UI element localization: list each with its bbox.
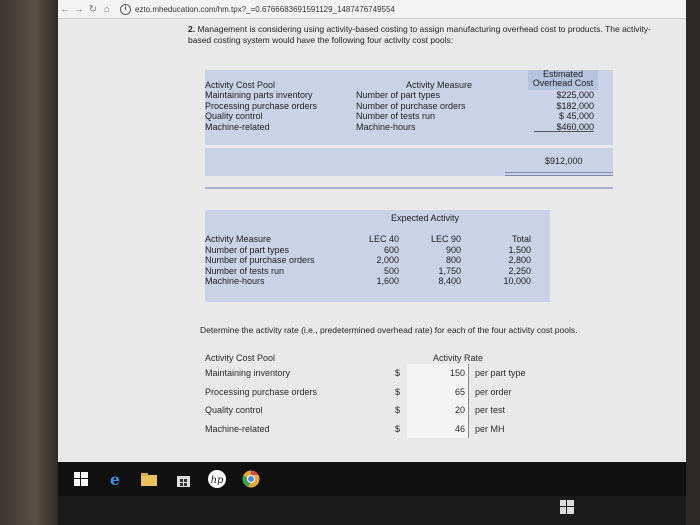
total-cell: 2,800: [508, 255, 531, 265]
currency-symbol: $: [395, 368, 401, 378]
rate-unit: per part type: [475, 368, 526, 378]
pool-cell: Machine-related: [205, 121, 270, 132]
rate-unit: per order: [475, 386, 512, 397]
measure-cell: Number of purchase orders: [356, 100, 466, 111]
activity-table: [205, 212, 550, 287]
info-icon[interactable]: i: [120, 4, 131, 15]
table-row: [205, 255, 550, 266]
taskbar: [58, 462, 686, 496]
activity-header-lec40: LEC 40: [368, 234, 399, 244]
rate-input[interactable]: 20: [407, 401, 469, 420]
question-number: 2.: [188, 24, 196, 34]
monitor-bezel-right: [686, 0, 700, 525]
answer-pool-label: Processing purchase orders: [205, 386, 318, 397]
table-row: [205, 90, 613, 101]
table-row: [205, 401, 526, 420]
forward-icon[interactable]: →: [74, 3, 84, 15]
measure-cell: Number of purchase orders: [205, 255, 315, 265]
edge-browser-icon[interactable]: e: [109, 469, 121, 489]
windows-logo-icon: [560, 500, 574, 514]
lec90-cell: 800: [445, 255, 461, 265]
measure-cell: Number of tests run: [356, 111, 436, 121]
divider: [205, 187, 613, 189]
question-text: Management is considering using activity-based costing to assign manufacturing overhead cost to products. The activity-based costing system would have the following four activity cost pools:: [188, 24, 651, 45]
rate-input[interactable]: 150: [407, 364, 469, 383]
answer-pool-label: Quality control: [205, 405, 263, 415]
measure-cell: Number of part types: [356, 90, 441, 100]
double-underline-2: [505, 175, 613, 176]
svg-text:hp: hp: [210, 475, 224, 486]
rate-unit: per MH: [475, 423, 505, 434]
pool-cell: Quality control: [205, 111, 263, 121]
currency-symbol: $: [395, 386, 401, 397]
file-explorer-icon[interactable]: [138, 468, 160, 490]
table-row: [205, 276, 550, 287]
activity-header-measure: Activity Measure: [205, 234, 272, 244]
pools-header-row: [205, 70, 613, 90]
pools-header-cost: Estimated Overhead Cost: [528, 70, 598, 90]
measure-cell: Machine-hours: [356, 121, 416, 132]
rate-input[interactable]: 46: [407, 420, 469, 439]
url-text[interactable]: ezto.mheducation.com/hm.tpx?_=0.6766683691591129_1487476749554: [135, 4, 395, 14]
answer-header-pool: Activity Cost Pool: [205, 353, 276, 363]
hp-icon[interactable]: [206, 468, 228, 490]
total-cell: 2,250: [508, 265, 531, 276]
pool-cell: Maintaining parts inventory: [205, 90, 313, 100]
cost-cell: $ 45,000: [558, 111, 594, 121]
reload-icon[interactable]: ↻: [88, 3, 98, 15]
double-underline-1: [505, 172, 613, 173]
answer-pool-label: Maintaining inventory: [205, 368, 291, 378]
rate-input[interactable]: 65: [407, 383, 469, 402]
back-icon[interactable]: ←: [60, 3, 70, 15]
table-row: [205, 245, 550, 256]
pools-table: [205, 70, 613, 132]
activity-header-lec90: LEC 90: [430, 234, 461, 244]
measure-cell: Number of part types: [205, 244, 290, 255]
table-row: [205, 364, 526, 383]
laptop-bottom-edge: [58, 496, 686, 525]
total-cell: 10,000: [503, 276, 531, 286]
table-row: [205, 101, 613, 112]
lec90-cell: 1,750: [438, 265, 461, 276]
currency-symbol: $: [395, 423, 401, 434]
store-icon[interactable]: [172, 468, 194, 490]
measure-cell: Machine-hours: [205, 276, 265, 286]
table-row: [205, 111, 613, 122]
cost-cell: $182,000: [556, 100, 594, 111]
rate-unit: per test: [475, 405, 506, 415]
lec90-cell: 8,400: [438, 276, 461, 286]
cost-cell: $460,000: [534, 122, 594, 133]
currency-symbol: $: [395, 405, 401, 415]
pools-total: $912,000: [545, 156, 583, 166]
answer-header-row: [205, 352, 526, 364]
table-row: [205, 383, 526, 402]
monitor-bezel-left: [0, 0, 58, 525]
table-row: [205, 122, 613, 133]
lec40-cell: 600: [383, 244, 399, 255]
answer-table: [205, 352, 526, 438]
pools-header-pool: Activity Cost Pool: [205, 80, 276, 90]
lec90-cell: 900: [445, 244, 461, 255]
answer-pool-label: Machine-related: [205, 423, 270, 434]
pool-cell: Processing purchase orders: [205, 100, 318, 111]
measure-cell: Number of tests run: [205, 265, 285, 276]
chrome-icon[interactable]: [240, 468, 262, 490]
lec40-cell: 500: [383, 265, 399, 276]
table-row: [205, 420, 526, 439]
pools-header-measure: Activity Measure: [405, 80, 473, 90]
windows-start-icon[interactable]: [70, 468, 92, 490]
cost-cell: $225,000: [556, 90, 594, 100]
home-icon[interactable]: ⌂: [103, 3, 111, 15]
answer-header-rate: Activity Rate: [433, 353, 484, 363]
question-block: [188, 24, 658, 46]
expected-activity-header: Expected Activity: [390, 213, 460, 223]
browser-address-bar[interactable]: [58, 0, 686, 19]
prompt-text: Determine the activity rate (i.e., predetermined overhead rate) for each of the four activity cost pools.: [200, 325, 578, 335]
lec40-cell: 2,000: [376, 255, 399, 265]
table-row: [205, 266, 550, 277]
activity-header-row: [205, 234, 550, 245]
total-cell: 1,500: [508, 244, 531, 255]
activity-header-total: Total: [511, 234, 531, 244]
lec40-cell: 1,600: [376, 276, 399, 286]
